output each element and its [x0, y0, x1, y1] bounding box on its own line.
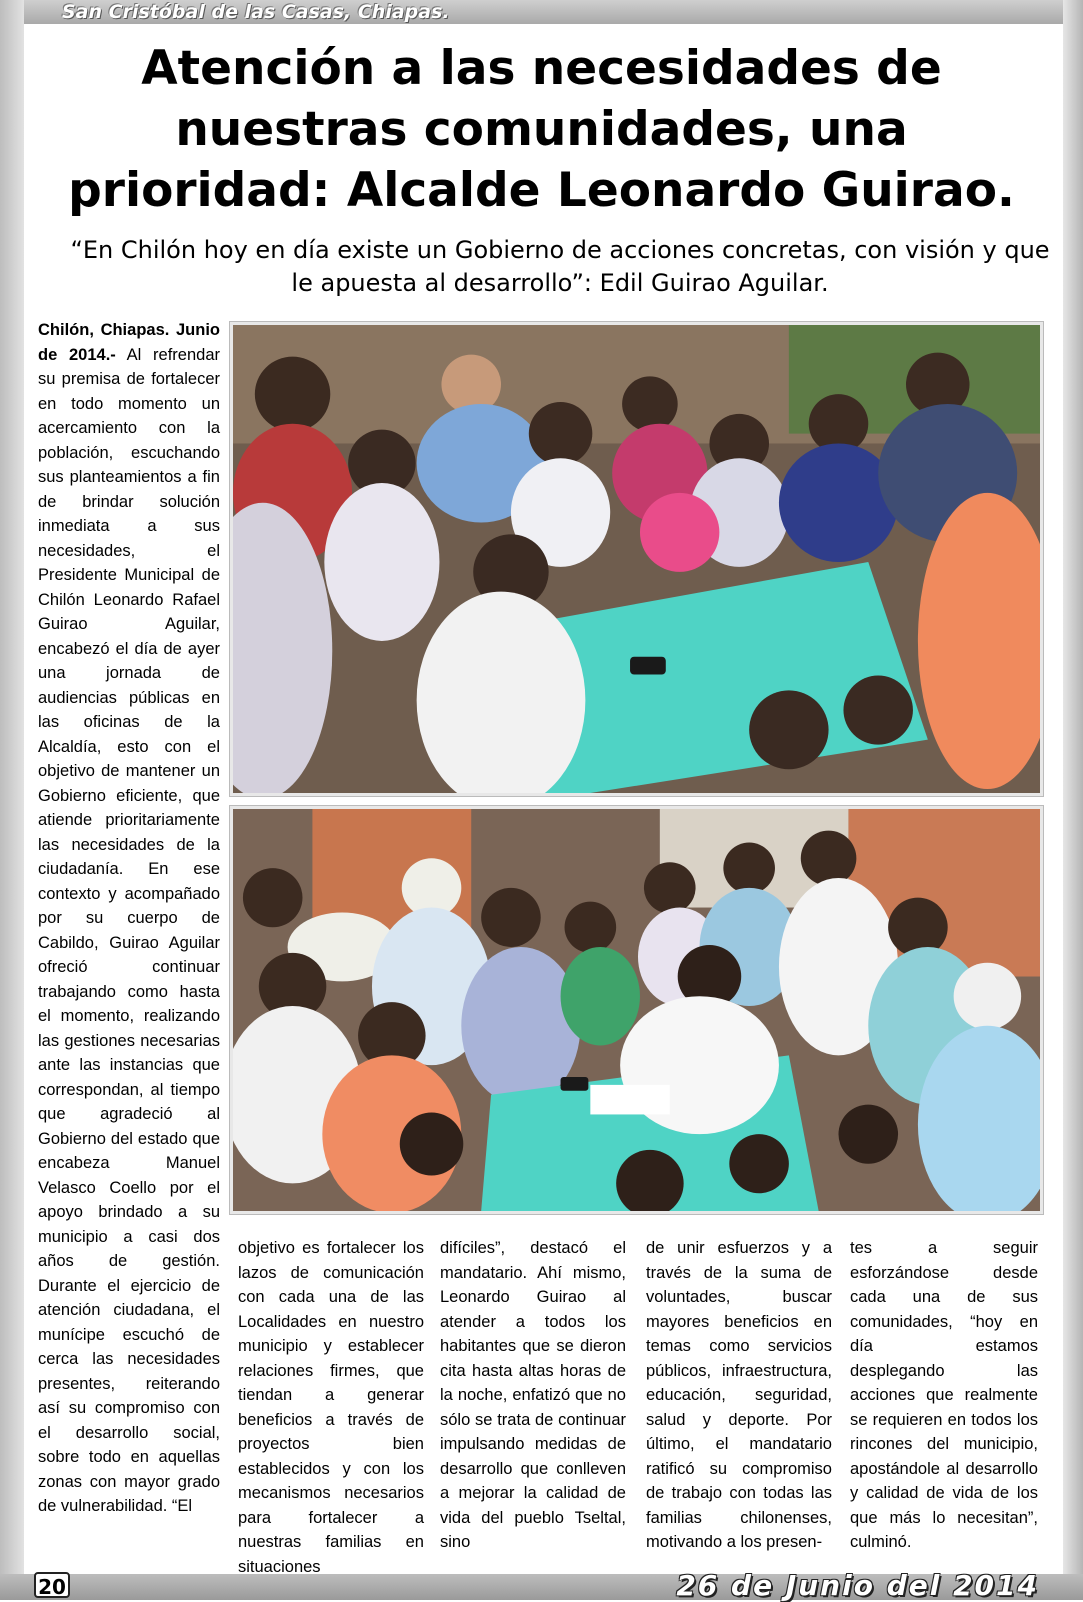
article-dateline: Chilón, Chiapas. Junio de 2014.- — [38, 321, 220, 364]
article-column-3: difíciles”, destacó el mandatario. Ahí mismo, Leonardo Guirao al atender a todos los habitantes que se dieron cita hasta altas horas de la noche, enfatizó que no sólo se trata de continuar impulsando medidas de desarrollo que conlleven a mejorar la calidad de vida del pueblo Tseltal, sino — [440, 1239, 626, 1551]
left-frame-bar — [0, 0, 24, 1600]
photo-audiencia-mesa — [230, 322, 1043, 796]
issue-date: 26 de Junio del 2014 — [676, 1569, 1039, 1602]
article-headline: Atención a las necesidades de nuestras comunidades, una prioridad: Alcalde Leonardo Guirao. — [68, 41, 1015, 218]
page-number: 20 — [34, 1572, 70, 1598]
article-column-5: tes a seguir esforzándose desde cada una de sus comunidades, “hoy en día estamos desplegando las acciones que realmente se requieren en todos los rincones del municipio, apostándole al desarrollo y calidad de vida de los que más lo necesitan”, culminó. — [850, 1239, 1038, 1551]
article-subheadline: “En Chilón hoy en día existe un Gobierno de acciones concretas, con visión y que le apuesta al desarrollo”: Edil Guirao Aguilar. — [70, 236, 1050, 297]
photo-audiencia-comunidad — [230, 806, 1043, 1214]
header-location: San Cristóbal de las Casas, Chiapas. — [62, 1, 450, 23]
article-column-2: objetivo es fortalecer los lazos de comunicación con cada una de las Localidades en nuestro municipio y establecer relaciones firmes, que tiendan a generar beneficios a través de proyectos bien establecidos y con los mecanismos necesarios para fortalecer a nuestras familias en situaciones — [238, 1239, 424, 1576]
article-column-1 — [38, 318, 220, 1558]
right-frame-bar — [1063, 0, 1083, 1600]
article-column-1-text: Al refrendar su premisa de fortalecer en todo momento un acercamiento con la población, escuchando sus planteamientos a fin de brindar solución inmediata a sus necesidades, el Presidente Municipal de Chilón Leonardo Rafael Guirao Aguilar, encabezó el día de ayer una jornada de audiencias públicas en las oficinas de la Alcaldía, esto con el objetivo de mantener un Gobierno eficiente, que atiende prioritariamente las necesidades de la ciudadanía. En ese contexto y acompañado por su cuerpo de Cabildo, Guirao Aguilar ofreció continuar trabajando como hasta el momento, realizando las gestiones necesarias ante las instancias que correspondan, al tiempo que agradeció al Gobierno del estado que encabeza Manuel Velasco Coello por el apoyo brindado a su municipio a casi dos años de gestión. Durante el ejercicio de atención ciudadana, el munícipe escuchó de cerca las necesidades presentes, reiterando así su compromiso con el desarrollo social, sobre todo en aquellas zonas con mayor grado de vulnerabilidad. “El — [38, 345, 220, 1515]
article-column-4: de unir esfuerzos y a través de la suma de voluntades, buscar mayores beneficios en temas como servicios públicos, infraestructura, educación, seguridad, salud y deporte. Por último, el mandatario ratificó su compromiso de trabajo con todas las familias chilonenses, motivando a los presen- — [646, 1239, 832, 1551]
